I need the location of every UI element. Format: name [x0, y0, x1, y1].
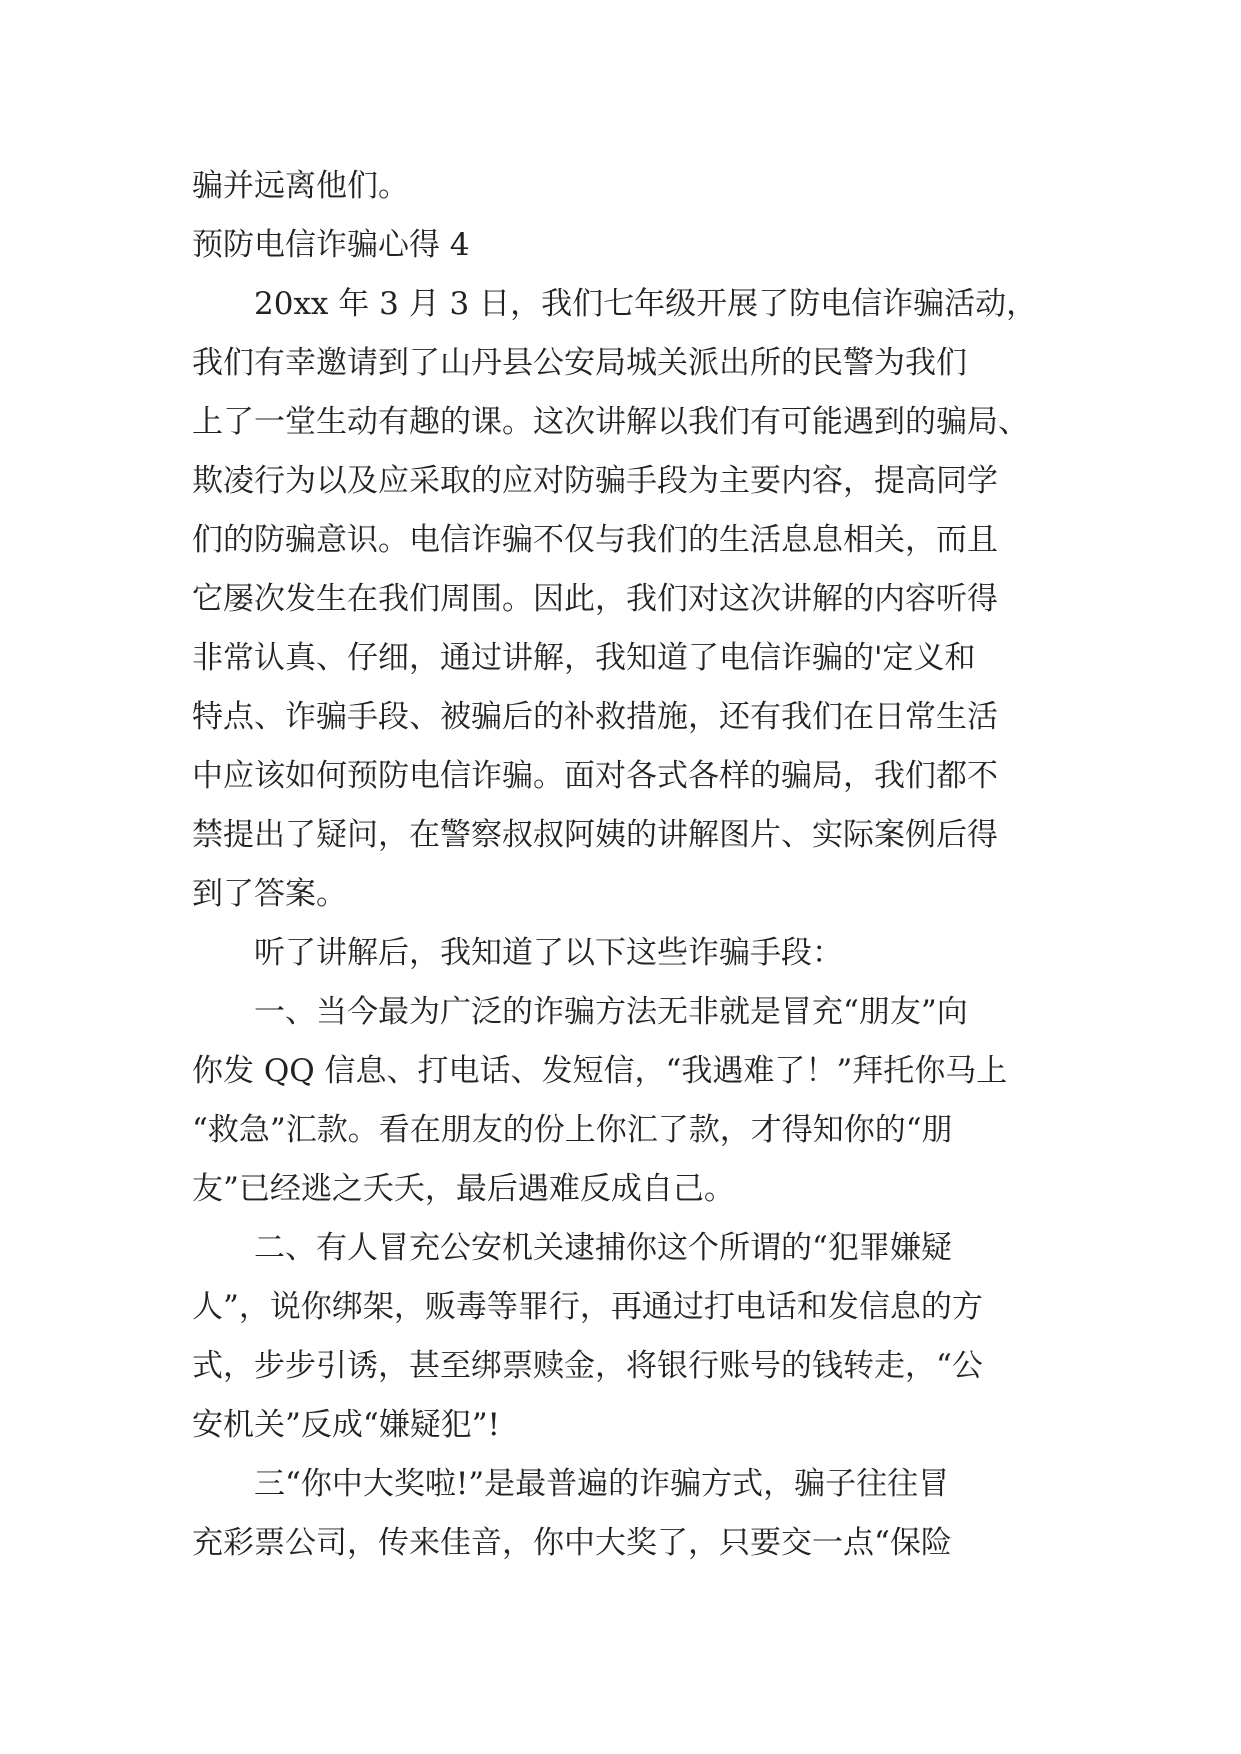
text-line: 欺凌行为以及应采取的应对防骗手段为主要内容，提高同学 — [192, 463, 998, 499]
text-line: 非常认真、仔细，通过讲解，我知道了电信诈骗的'定义和 — [192, 640, 976, 676]
text-line: 们的防骗意识。电信诈骗不仅与我们的生活息息相关，而且 — [192, 522, 998, 558]
text-line: 到了答案。 — [192, 876, 347, 912]
section-heading: 预防电信诈骗心得 4 — [192, 227, 470, 263]
text-line: 听了讲解后，我知道了以下这些诈骗手段： — [254, 935, 843, 971]
text-line: 20xx 年 3 月 3 日，我们七年级开展了防电信诈骗活动， — [254, 286, 1038, 322]
text-line: 式，步步引诱，甚至绑票赎金，将银行账号的钱转走，“公 — [192, 1348, 983, 1384]
text-line: 二、有人冒充公安机关逮捕你这个所谓的“犯罪嫌疑 — [254, 1230, 952, 1266]
text-line: 一、当今最为广泛的诈骗方法无非就是冒充“朋友”向 — [254, 994, 968, 1030]
text-line: “救急”汇款。看在朋友的份上你汇了款，才得知你的“朋 — [192, 1112, 953, 1148]
text-line: 我们有幸邀请到了山丹县公安局城关派出所的民警为我们 — [192, 345, 967, 381]
document-body — [192, 0, 1062, 1573]
text-line: 友”已经逃之夭夭，最后遇难反成自己。 — [192, 1171, 735, 1207]
text-line: 它屡次发生在我们周围。因此，我们对这次讲解的内容听得 — [192, 581, 998, 617]
text-line: 特点、诈骗手段、被骗后的补救措施，还有我们在日常生活 — [192, 699, 998, 735]
text-line: 骗并远离他们。 — [192, 168, 409, 204]
text-line: 中应该如何预防电信诈骗。面对各式各样的骗局，我们都不 — [192, 758, 998, 794]
text-line: 上了一堂生动有趣的课。这次讲解以我们有可能遇到的骗局、 — [192, 404, 1029, 440]
text-line: 你发 QQ 信息、打电话、发短信，“我遇难了！”拜托你马上 — [192, 1053, 1008, 1089]
text-line: 安机关”反成“嫌疑犯”! — [192, 1407, 501, 1443]
text-line: 充彩票公司，传来佳音，你中大奖了，只要交一点“保险 — [192, 1525, 952, 1561]
text-line: 禁提出了疑问，在警察叔叔阿姨的讲解图片、实际案例后得 — [192, 817, 998, 853]
text-line: 三“你中大奖啦!”是最普遍的诈骗方式，骗子往往冒 — [254, 1466, 950, 1502]
text-line: 人”，说你绑架，贩毒等罪行，再通过打电话和发信息的方 — [192, 1289, 983, 1325]
